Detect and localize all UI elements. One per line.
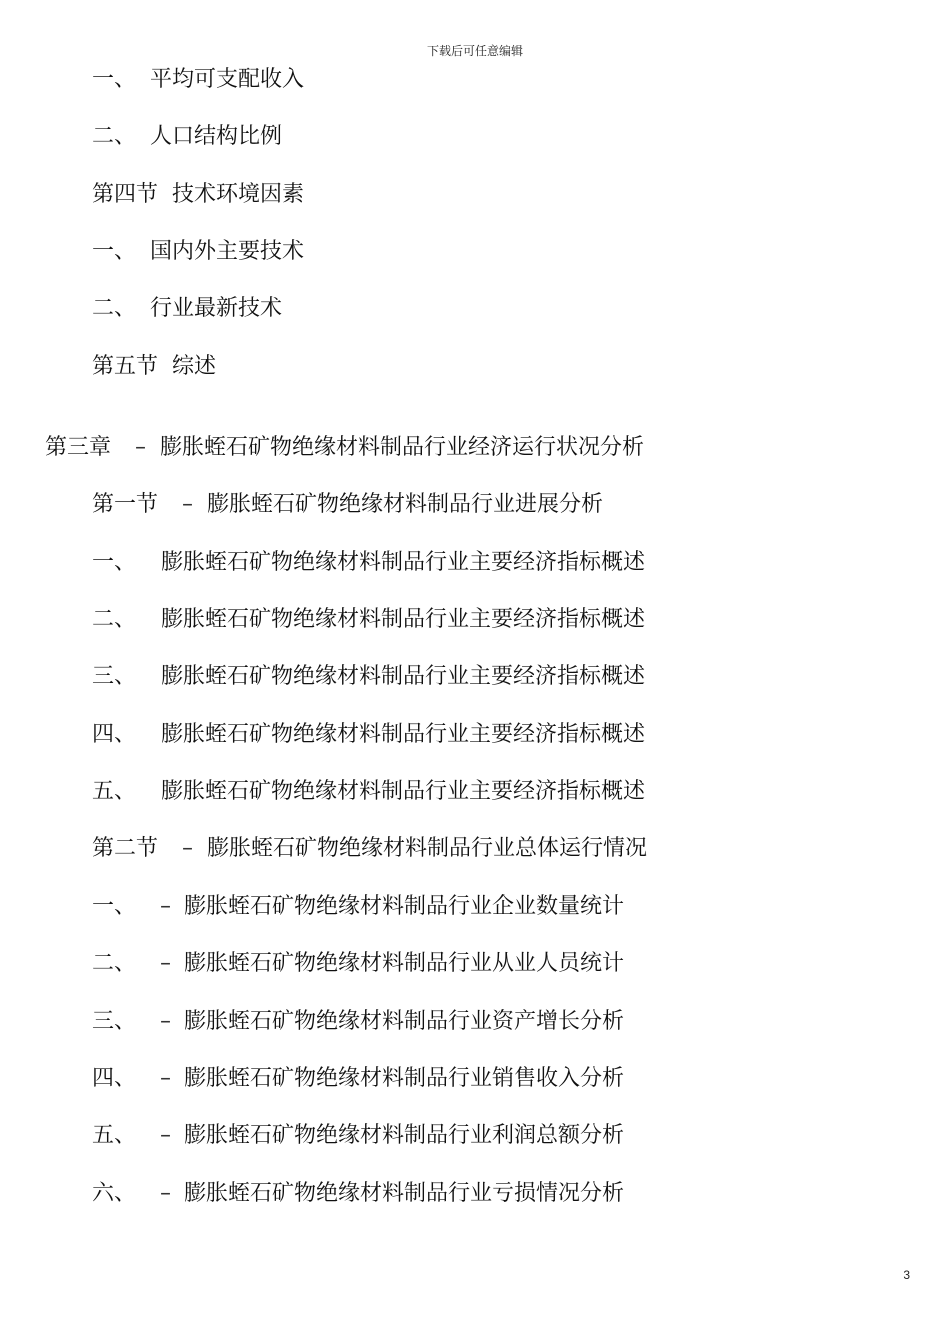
toc-title: 膨胀蛭石矿物绝缘材料制品行业进展分析 (207, 492, 604, 517)
toc-item (92, 605, 645, 635)
toc-item (92, 949, 624, 979)
toc-number: 第四节 (92, 182, 159, 207)
toc-number: 二、 (92, 296, 137, 321)
page-number: 3 (903, 1268, 910, 1282)
toc-dash: – (160, 1123, 171, 1148)
toc-dash: – (160, 1181, 171, 1206)
toc-number: 一、 (92, 239, 137, 264)
toc-number: 三、 (92, 664, 137, 689)
toc-item (92, 1064, 624, 1094)
toc-title: 膨胀蛭石矿物绝缘材料制品行业主要经济指标概述 (161, 607, 646, 632)
page-header: 下载后可任意编辑 (426, 44, 523, 58)
toc-title: 平均可支配收入 (150, 67, 305, 92)
toc-number: 一、 (92, 550, 137, 575)
toc-number: 二、 (92, 124, 137, 149)
toc-item (92, 294, 282, 324)
toc-dash: – (182, 836, 193, 861)
toc-number: 第一节 (92, 492, 159, 517)
toc-title: 膨胀蛭石矿物绝缘材料制品行业主要经济指标概述 (161, 779, 646, 804)
toc-item (92, 720, 645, 750)
toc-title: 行业最新技术 (150, 296, 283, 321)
toc-title: 国内外主要技术 (150, 239, 305, 264)
toc-title: 膨胀蛭石矿物绝缘材料制品行业利润总额分析 (184, 1123, 625, 1148)
toc-section (92, 490, 603, 520)
toc-title: 膨胀蛭石矿物绝缘材料制品行业企业数量统计 (184, 894, 625, 919)
toc-item (92, 237, 304, 267)
toc-number: 第五节 (92, 354, 159, 379)
toc-item (92, 65, 304, 95)
toc-title: 膨胀蛭石矿物绝缘材料制品行业销售收入分析 (184, 1066, 625, 1091)
toc-title: 技术环境因素 (172, 182, 305, 207)
toc-item (92, 892, 624, 922)
toc-number: 二、 (92, 607, 137, 632)
toc-title: 膨胀蛭石矿物绝缘材料制品行业主要经济指标概述 (161, 550, 646, 575)
toc-title: 膨胀蛭石矿物绝缘材料制品行业资产增长分析 (184, 1009, 625, 1034)
toc-title: 膨胀蛭石矿物绝缘材料制品行业亏损情况分析 (184, 1181, 625, 1206)
toc-title: 膨胀蛭石矿物绝缘材料制品行业主要经济指标概述 (161, 722, 646, 747)
toc-number: 一、 (92, 894, 137, 919)
toc-number: 一、 (92, 67, 137, 92)
toc-section (92, 352, 216, 382)
toc-number: 四、 (92, 1066, 137, 1091)
toc-section (92, 834, 647, 864)
toc-item (92, 548, 645, 578)
toc-item (92, 777, 645, 807)
toc-title: 人口结构比例 (150, 124, 283, 149)
toc-number: 五、 (92, 779, 137, 804)
toc-section (92, 180, 304, 210)
toc-title: 膨胀蛭石矿物绝缘材料制品行业经济运行状况分析 (160, 435, 645, 460)
toc-item (92, 662, 645, 692)
toc-title: 膨胀蛭石矿物绝缘材料制品行业从业人员统计 (184, 951, 625, 976)
toc-chapter (45, 433, 644, 463)
toc-title: 综述 (172, 354, 217, 379)
toc-dash: – (160, 1009, 171, 1034)
toc-dash: – (160, 951, 171, 976)
toc-title: 膨胀蛭石矿物绝缘材料制品行业主要经济指标概述 (161, 664, 646, 689)
toc-dash: – (135, 435, 146, 460)
toc-number: 第二节 (92, 836, 159, 861)
toc-dash: – (160, 1066, 171, 1091)
toc-dash: – (182, 492, 193, 517)
toc-item (92, 1121, 624, 1151)
toc-dash: – (160, 894, 171, 919)
toc-item (92, 1007, 624, 1037)
toc-item (92, 1179, 624, 1209)
toc-number: 三、 (92, 1009, 137, 1034)
toc-number: 六、 (92, 1181, 137, 1206)
toc-number: 二、 (92, 951, 137, 976)
toc-number: 四、 (92, 722, 137, 747)
toc-number: 五、 (92, 1123, 137, 1148)
toc-title: 膨胀蛭石矿物绝缘材料制品行业总体运行情况 (207, 836, 648, 861)
toc-number: 第三章 (45, 435, 112, 460)
toc-item (92, 122, 282, 152)
